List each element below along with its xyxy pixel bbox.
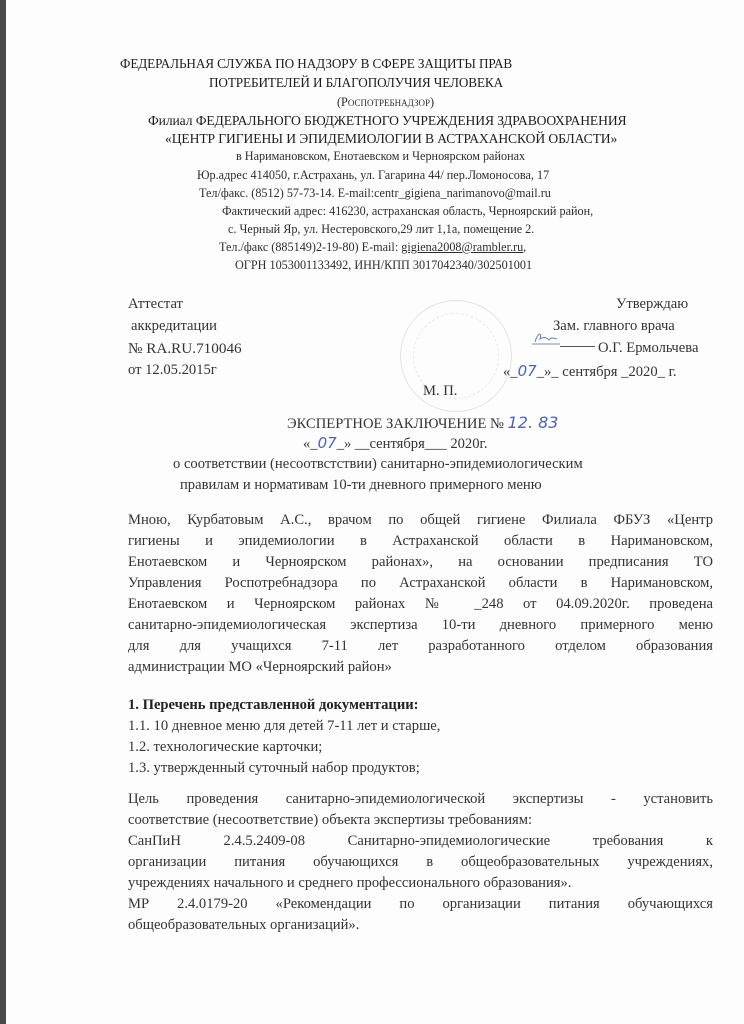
document-list-item: 1.3. утвержденный суточный набор продуктов; (128, 760, 420, 776)
approver-name: О.Г. Ермольчева (598, 340, 699, 356)
agency-line-1: ФЕДЕРАЛЬНАЯ СЛУЖБА ПО НАДЗОРУ В СФЕРЕ ЗАЩИТЫ ПРАВ (120, 56, 513, 71)
document-list-item: 1.2. технологические карточки; (128, 739, 323, 755)
document-list-item: 1.1. 10 дневное меню для детей 7-11 лет и старше, (128, 718, 441, 734)
approval-date (503, 362, 677, 381)
mr-line: МР 2.4.0179-20 «Рекомендации по организации питания обучающихся (128, 896, 713, 912)
subtitle-line-1: о соответствии (несоотвстствии) санитарно-эпидемиологическим (173, 456, 583, 472)
branch-line-3: в Наримановском, Енотаевском и Черноярском районах (236, 149, 526, 163)
section-1-heading: 1. Перечень представленной документации: (128, 697, 419, 713)
phone-2-label: Тел./факс (885149)2-19-80) E-mail: (219, 240, 402, 254)
intro-line: Енотаевском и Черноярском районах № _248 от 04.09.2020г. проведена (128, 596, 713, 612)
intro-line: Мною, Курбатовым А.С., врачом по общей гигиене Филиала ФБУЗ «Центр (128, 512, 713, 528)
intro-line: санитарно-эпидемиологическая экспертиза 10-ти дневного примерного меню (128, 617, 713, 633)
branch-line-2: «ЦЕНТР ГИГИЕНЫ И ЭПИДЕМИОЛОГИИ В АСТРАХАНСКОЙ ОБЛАСТИ» (165, 131, 618, 146)
goal-line: Цель проведения санитарно-эпидемиологической экспертизы - установить (128, 791, 713, 807)
agency-line-2: ПОТРЕБИТЕЛЕЙ И БЛАГОПОЛУЧИЯ ЧЕЛОВЕКА (209, 75, 504, 90)
agency-short-name: (Роспотребнадзор) (337, 95, 435, 109)
actual-address-1: Фактический адрес: 416230, астраханская область, Черноярский район, (222, 204, 594, 218)
scan-edge-strip (0, 0, 6, 1024)
intro-line-last: администрации МО «Черноярский район» (128, 659, 392, 675)
signature-icon (532, 330, 560, 346)
date-rest: _» __сентября___ 2020г. (336, 436, 488, 452)
intro-line: гигиены и эпидемиологии в Астраханской области в Наримановском, (128, 533, 713, 549)
subtitle-line-2: правилам и нормативам 10-ти дневного примерного меню (180, 477, 542, 493)
handwritten-number: 12. 83 (507, 413, 559, 432)
date-open: «_ (503, 364, 518, 380)
legal-address: Юр.адрес 414050, г.Астрахань, ул. Гагарина 44/ пер.Ломоносова, 17 (197, 168, 550, 182)
title-text: ЭКСПЕРТНОЕ ЗАКЛЮЧЕНИЕ № (287, 416, 508, 432)
mr-line-last: общеобразовательных организаций». (128, 917, 360, 933)
sanpin-line-last: учреждениях начального и среднего профессионального образования». (128, 875, 572, 891)
date-rest: _»_ сентября _2020_ г. (536, 364, 677, 380)
branch-line-1: Филиал ФЕДЕРАЛЬНОГО БЮДЖЕТНОГО УЧРЕЖДЕНИЯ ЗДРАВООХРАНЕНИЯ (148, 113, 627, 128)
actual-address-2: с. Черный Яр, ул. Нестеровского,29 лит 1,1а, помещение 2. (228, 222, 535, 236)
phone-email-2 (219, 240, 526, 255)
attestat-date: от 12.05.2015г (128, 362, 217, 378)
intro-line: Управления Роспотребнадзора по Астраханской области в Наримановском, (128, 575, 713, 591)
attestat-number: № RA.RU.710046 (128, 340, 242, 357)
handwritten-day: 07 (317, 434, 337, 452)
punctuation: , (523, 240, 527, 254)
sanpin-line: организации питания обучающихся в общеобразовательных учреждениях, (128, 854, 713, 870)
seal-placeholder: М. П. (423, 383, 458, 399)
attestat-line-1: Аттестат (128, 296, 183, 312)
signature-underline (560, 346, 595, 347)
date-open: «_ (303, 436, 318, 452)
sanpin-line: СанПиН 2.4.5.2409-08 Санитарно-эпидемиологические требования к (128, 833, 713, 849)
handwritten-day: 07 (517, 362, 537, 380)
attestat-line-2: аккредитации (131, 318, 217, 334)
email-link[interactable]: gigiena2008@rambler.ru (401, 240, 524, 254)
approval-heading: Утверждаю (616, 296, 689, 312)
intro-line: Енотаевском и Черноярском районах», на основании предписания ТО (128, 554, 713, 570)
approval-position: Зам. главного врача (553, 318, 675, 334)
document-date (303, 434, 488, 453)
document-title (287, 413, 558, 433)
goal-line: соответствие (несоответствие) объекта экспертизы требованиям: (128, 812, 533, 828)
intro-line: для для учащихся 7-11 лет разработанного отделом образования (128, 638, 713, 654)
phone-email-1: Тел/факс. (8512) 57-73-14. E-mail:centr_gigiena_narimanovo@mail.ru (199, 186, 551, 200)
ogrn-inn: ОГРН 1053001133492, ИНН/КПП 3017042340/302501001 (235, 258, 533, 272)
